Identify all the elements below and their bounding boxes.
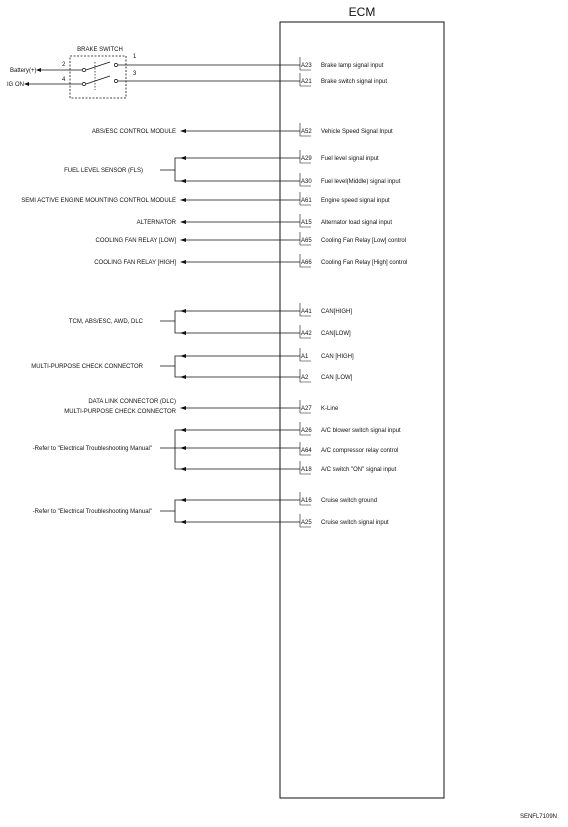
label-mpc-connector: MULTI-PURPOSE CHECK CONNECTOR <box>31 364 143 370</box>
pin-a66 <box>300 254 407 267</box>
label-refer-manual-ac: -Refer to "Electrical Troubleshooting Manual" <box>32 446 152 452</box>
contact-1 <box>114 63 117 66</box>
pin-a23 <box>300 57 384 70</box>
label-tcm-group: TCM, ABS/ESC, AWD, DLC <box>68 319 143 325</box>
svg-text:A/C compressor relay control: A/C compressor relay control <box>321 448 399 454</box>
svg-text:A/C switch "ON" signal input: A/C switch "ON" signal input <box>321 467 397 473</box>
wire-a25 <box>175 511 300 522</box>
svg-text:Cruise switch ground: Cruise switch ground <box>321 498 378 504</box>
svg-text:CAN [LOW]: CAN [LOW] <box>321 375 353 381</box>
pin-a41 <box>300 303 352 316</box>
contact-4 <box>82 82 85 85</box>
svg-text:A61: A61 <box>301 198 312 204</box>
wires <box>160 131 300 522</box>
svg-text:A30: A30 <box>301 179 312 185</box>
arrowheads <box>180 129 186 524</box>
svg-text:Cooling Fan Relay [High] contr: Cooling Fan Relay [High] control <box>321 260 408 266</box>
pin-a26 <box>300 422 401 435</box>
ig-label: IG ON <box>7 82 25 88</box>
wire-a30 <box>175 170 300 181</box>
pin-a52 <box>300 123 393 136</box>
brake-switch-title: BRAKE SWITCH <box>77 47 123 53</box>
brake-switch-box <box>70 56 126 98</box>
brake-switch-pin-1: 1 <box>133 54 137 60</box>
pin-a21 <box>300 73 387 86</box>
svg-text:A52: A52 <box>301 129 312 135</box>
wire-a16 <box>160 500 300 511</box>
label-mpc-connector-2: MULTI-PURPOSE CHECK CONNECTOR <box>64 409 176 415</box>
switch-blade-lower <box>86 76 110 84</box>
wire-a42 <box>175 321 300 333</box>
svg-text:A23: A23 <box>301 63 312 69</box>
label-alternator: ALTERNATOR <box>136 220 176 226</box>
svg-text:CAN[LOW]: CAN[LOW] <box>321 331 351 337</box>
svg-text:Brake switch signal input: Brake switch signal input <box>321 79 388 85</box>
wire-a41 <box>160 311 300 321</box>
battery-label: Battery(+) <box>10 68 37 74</box>
pin-a15 <box>300 214 392 227</box>
pin-a1 <box>300 348 354 361</box>
svg-text:A21: A21 <box>301 79 312 85</box>
svg-text:A/C blower switch signal input: A/C blower switch signal input <box>321 428 401 434</box>
brake-switch-pin-2: 2 <box>62 62 66 68</box>
svg-text:A29: A29 <box>301 156 312 162</box>
pin-a16 <box>300 492 377 505</box>
label-dlc: DATA LINK CONNECTOR (DLC) <box>88 399 176 405</box>
switch-blade-upper <box>86 62 110 70</box>
svg-text:A66: A66 <box>301 260 312 266</box>
battery-arrow <box>36 68 41 72</box>
svg-text:CAN [HIGH]: CAN [HIGH] <box>321 354 354 360</box>
label-fan-relay-low: COOLING FAN RELAY [LOW] <box>95 238 176 244</box>
svg-text:Vehicle Speed Signal Input: Vehicle Speed Signal Input <box>321 129 393 135</box>
contact-2 <box>82 68 85 71</box>
label-fuel-level-sensor: FUEL LEVEL SENSOR (FLS) <box>64 168 143 174</box>
svg-text:A64: A64 <box>301 448 312 454</box>
svg-text:A25: A25 <box>301 520 312 526</box>
svg-text:A41: A41 <box>301 309 312 315</box>
svg-text:A42: A42 <box>301 331 312 337</box>
pin-a2 <box>300 369 353 382</box>
contact-3 <box>114 79 117 82</box>
svg-text:A16: A16 <box>301 498 312 504</box>
svg-text:A1: A1 <box>301 354 309 360</box>
wire-a2 <box>175 366 300 377</box>
svg-text:Cruise switch signal input: Cruise switch signal input <box>321 520 389 526</box>
svg-text:Engine speed signal input: Engine speed signal input <box>321 198 390 204</box>
wire-a29 <box>160 158 300 170</box>
wire-a26 <box>160 430 300 448</box>
svg-text:A65: A65 <box>301 238 312 244</box>
pin-a61 <box>300 192 390 205</box>
pin-a29 <box>300 150 379 163</box>
label-refer-manual-cruise: -Refer to "Electrical Troubleshooting Manual" <box>32 509 152 515</box>
pin-a42 <box>300 325 351 338</box>
pin-a65 <box>300 232 406 245</box>
brake-switch-pin-3: 3 <box>133 71 137 77</box>
svg-text:Fuel level signal input: Fuel level signal input <box>321 156 379 162</box>
pin-a64 <box>300 442 398 455</box>
svg-text:A15: A15 <box>301 220 312 226</box>
svg-text:CAN[HIGH]: CAN[HIGH] <box>321 309 353 315</box>
label-abs-esc: ABS/ESC CONTROL MODULE <box>91 129 176 135</box>
label-fan-relay-high: COOLING FAN RELAY [HIGH] <box>94 260 176 266</box>
pin-list <box>300 57 407 527</box>
svg-text:Brake lamp signal input: Brake lamp signal input <box>321 63 384 69</box>
label-semi-active-mount: SEMI ACTIVE ENGINE MOUNTING CONTROL MODULE <box>21 198 176 204</box>
svg-text:A26: A26 <box>301 428 312 434</box>
component-labels <box>21 129 176 515</box>
wire-a18 <box>175 448 300 469</box>
pin-a27 <box>300 400 339 413</box>
svg-text:A27: A27 <box>301 406 312 412</box>
brake-switch-pin-4: 4 <box>62 77 66 83</box>
pin-a25 <box>300 514 389 527</box>
svg-text:Cooling Fan Relay [Low] contro: Cooling Fan Relay [Low] control <box>321 238 407 244</box>
wire-a1 <box>160 356 300 366</box>
figure-id: SENFL7109N <box>519 814 557 820</box>
brake-switch <box>7 47 300 98</box>
ig-arrow <box>24 82 29 86</box>
svg-text:Fuel level(Middle) signal inpu: Fuel level(Middle) signal input <box>321 179 401 185</box>
ecm-title: ECM <box>348 5 376 19</box>
svg-text:A2: A2 <box>301 375 309 381</box>
svg-text:A18: A18 <box>301 467 312 473</box>
pin-a18 <box>300 461 397 474</box>
svg-text:K-Line: K-Line <box>321 406 339 412</box>
pin-a30 <box>300 173 401 186</box>
svg-text:Alternator load signal input: Alternator load signal input <box>321 220 393 226</box>
